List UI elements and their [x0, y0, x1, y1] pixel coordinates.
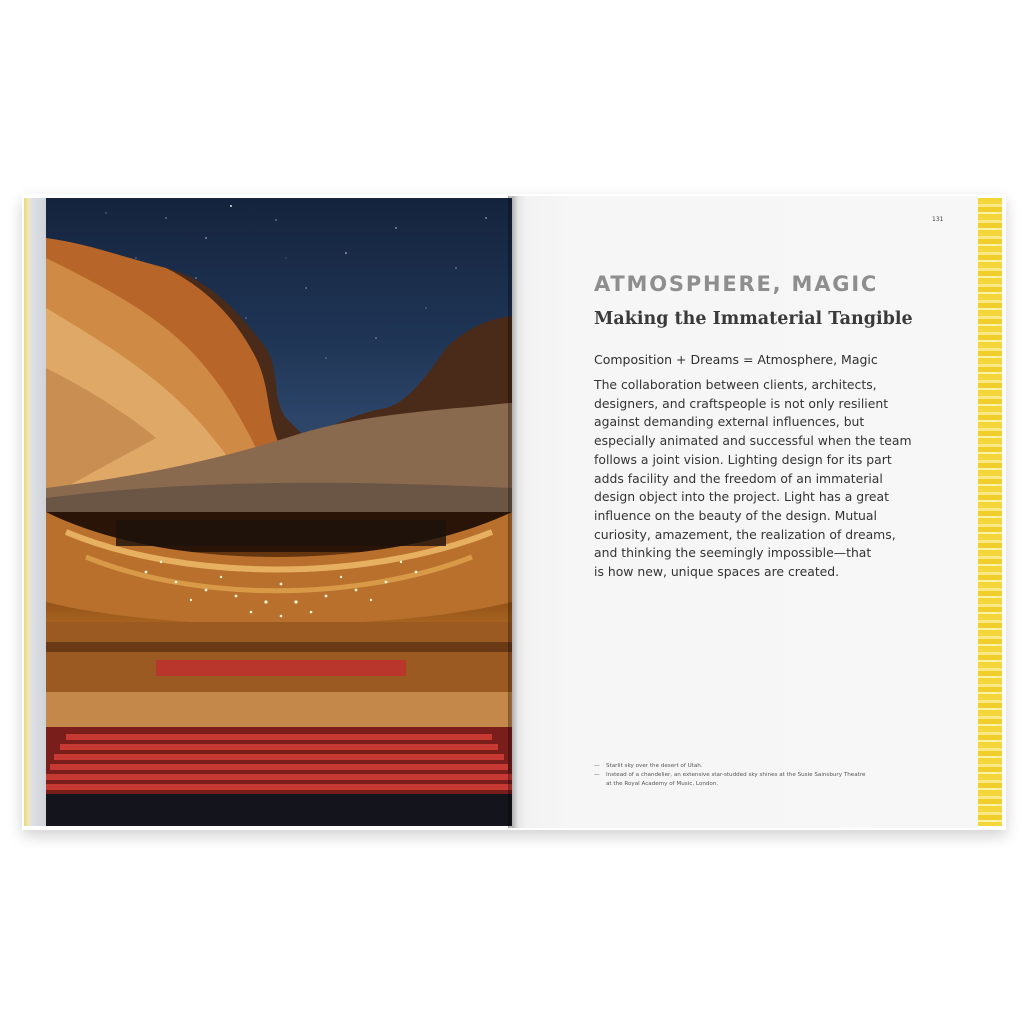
- concert-hall-photo: [46, 512, 512, 826]
- photo-captions: [594, 762, 914, 790]
- book-gutter: [508, 196, 518, 828]
- caption-dash: —: [594, 772, 600, 779]
- caption-desert: [594, 762, 914, 771]
- body-line: is how new, unique spaces are created.: [594, 564, 840, 580]
- caption-text: [606, 762, 703, 771]
- body-line: curiosity, amazement, the realization of dreams,: [594, 526, 896, 542]
- desert-night-photo: [46, 198, 512, 512]
- cover-edge-left: [24, 198, 46, 826]
- body-line: influence on the beauty of the design. Mutual: [594, 507, 877, 523]
- right-page: [512, 196, 978, 828]
- body-line: against demanding external influences, but: [594, 414, 865, 430]
- caption-dash: —: [594, 763, 600, 769]
- lead-line: Composition + Dreams = Atmosphere, Magic: [594, 352, 878, 367]
- caption-text: [606, 771, 865, 789]
- page-number: 131: [932, 216, 944, 223]
- caption-line: at the Royal Academy of Music, London.: [606, 781, 719, 788]
- caption-theatre: [594, 771, 914, 789]
- body-line: adds facility and the freedom of an immaterial: [594, 470, 883, 486]
- body-line: The collaboration between clients, architects,: [594, 377, 877, 392]
- body-line: designers, and craftspeople is not only resilient: [594, 395, 889, 411]
- section-title: ATMOSPHERE, MAGIC: [594, 272, 879, 296]
- body-line: design object into the project. Light has a great: [594, 489, 889, 505]
- left-page: [46, 198, 512, 826]
- cover-edge-right: [978, 198, 1002, 826]
- body-line: follows a joint vision. Lighting design for its part: [594, 451, 892, 467]
- body-line: especially animated and successful when the team: [594, 433, 912, 449]
- subtitle: Making the Immaterial Tangible: [594, 309, 913, 329]
- caption-line: Starlit sky over the desert of Utah.: [606, 763, 703, 769]
- open-book: [24, 196, 1002, 828]
- body-line: and thinking the seemingly impossible—that: [594, 545, 872, 561]
- caption-line: Instead of a chandelier, an extensive star-studded sky shines at the Susie Sainsbury Theatre: [606, 772, 866, 779]
- body-text: [594, 376, 924, 582]
